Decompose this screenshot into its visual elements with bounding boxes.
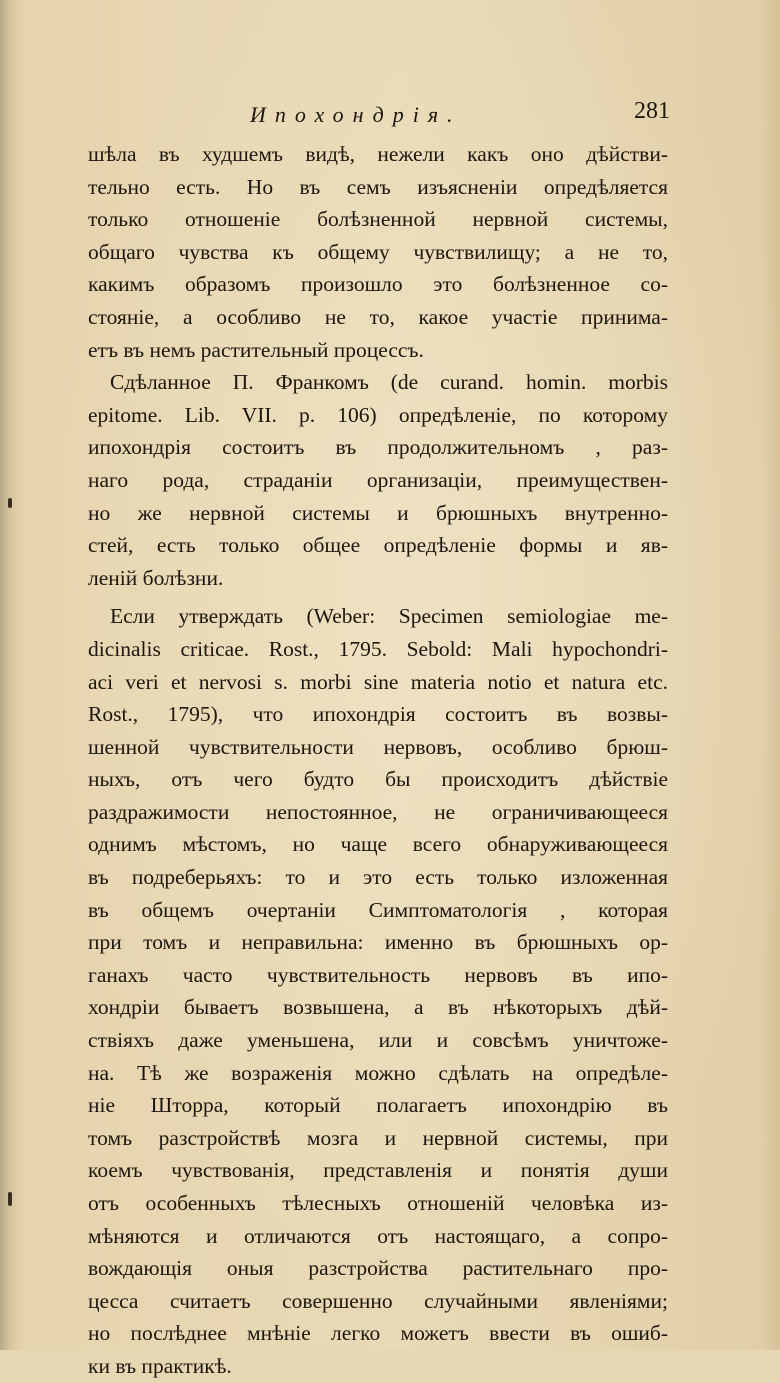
text-line: ганахъ часто чувствительность нервовъ въ ипо- xyxy=(88,962,668,987)
text-line: стояніе, а особливо не то, какое участіе принима- xyxy=(88,304,668,329)
text-line: Сдѣланное П. Франкомъ (de curand. homin. morbis xyxy=(110,370,668,395)
text-line: въ подреберьяхъ: то и это есть только изложенная xyxy=(88,865,668,890)
text-line: какимъ образомъ произошло это болѣзненное со- xyxy=(88,272,668,297)
text-line: dicinalis criticae. Rost., 1795. Sebold: Mali hypochondri- xyxy=(88,636,668,661)
text-line: общаго чувства къ общему чувствилищу; а не то, xyxy=(88,239,668,264)
text-line: epitome. Lib. VII. p. 106) опредѣленіе, по которому xyxy=(88,402,668,427)
text-line: но же нервной системы и брюшныхъ внутренно- xyxy=(88,500,668,525)
text-line: коемъ чувствованія, представленія и понятія души xyxy=(88,1158,668,1183)
text-line: однимъ мѣстомъ, но чаще всего обнаруживающееся xyxy=(88,832,668,857)
text-line: ки въ практикѣ. xyxy=(88,1353,232,1378)
text-line: Rost., 1795), что ипохондрія состоитъ въ возвы- xyxy=(88,702,668,727)
text-line: леній болѣзни. xyxy=(88,565,224,590)
running-title: Ипохондрія. xyxy=(250,102,462,127)
text-line: наго рода, страданіи организаціи, преимуществен- xyxy=(88,467,668,492)
text-line: тельно есть. Но въ семъ изъясненіи опредѣляется xyxy=(88,174,668,199)
text-line: хондріи бываетъ возвышена, а въ нѣкоторыхъ дѣй- xyxy=(88,995,668,1020)
text-line: шенной чувствительности нервовъ, особливо брюш- xyxy=(88,734,668,759)
text-line: мѣняются и отличаются отъ настоящаго, а сопро- xyxy=(88,1223,668,1248)
text-line: Если утверждать (Weber: Specimen semiologiae me- xyxy=(110,604,668,629)
page-header xyxy=(250,98,670,134)
text-line: стей, есть только общее опредѣленіе формы и яв- xyxy=(88,533,668,558)
text-line: цесса считаетъ совершенно случайными явленіями; xyxy=(88,1288,668,1313)
text-line: ствіяхъ даже уменьшена, или и совсѣмъ уничтоже- xyxy=(88,1028,668,1053)
text-line: отъ особенныхъ тѣлесныхъ отношеній человѣка из- xyxy=(88,1191,668,1215)
text-line: aci veri et nervosi s. morbi sine materia notio et natura etc. xyxy=(88,669,668,694)
text-line: только отношеніе болѣзненной нервной системы, xyxy=(88,207,668,232)
text-line: но послѣднее мнѣніе легко можетъ ввести въ ошиб- xyxy=(88,1321,668,1346)
text-line: шѣла въ худшемъ видѣ, нежели какъ оно дѣйстви- xyxy=(88,142,668,166)
text-line: томъ разстройствѣ мозга и нервной системы, при xyxy=(88,1125,668,1150)
text-line: ніе Шторра, который полагаетъ ипохондрію въ xyxy=(88,1093,668,1118)
binding-mark xyxy=(8,1192,12,1206)
text-line: ипохондрія состоитъ въ продолжительномъ , раз- xyxy=(88,435,668,460)
text-line: въ общемъ очертаніи Симптоматологія , которая xyxy=(88,897,668,922)
page-number: 281 xyxy=(634,98,670,124)
text-line: на. Тѣ же возраженія можно сдѣлать на опредѣле- xyxy=(88,1060,668,1085)
body-text xyxy=(88,138,668,1383)
text-line: вождающія оныя разстройства растительнаго про- xyxy=(88,1256,668,1281)
text-line: ныхъ, отъ чего будто бы происходитъ дѣйствіе xyxy=(88,767,668,792)
text-line: етъ въ немъ растительный процессъ. xyxy=(88,337,424,362)
text-line: раздражимости непостоянное, не ограничивающееся xyxy=(88,799,668,824)
binding-mark xyxy=(8,498,12,508)
text-line: при томъ и неправильна: именно въ брюшныхъ ор- xyxy=(88,930,668,955)
